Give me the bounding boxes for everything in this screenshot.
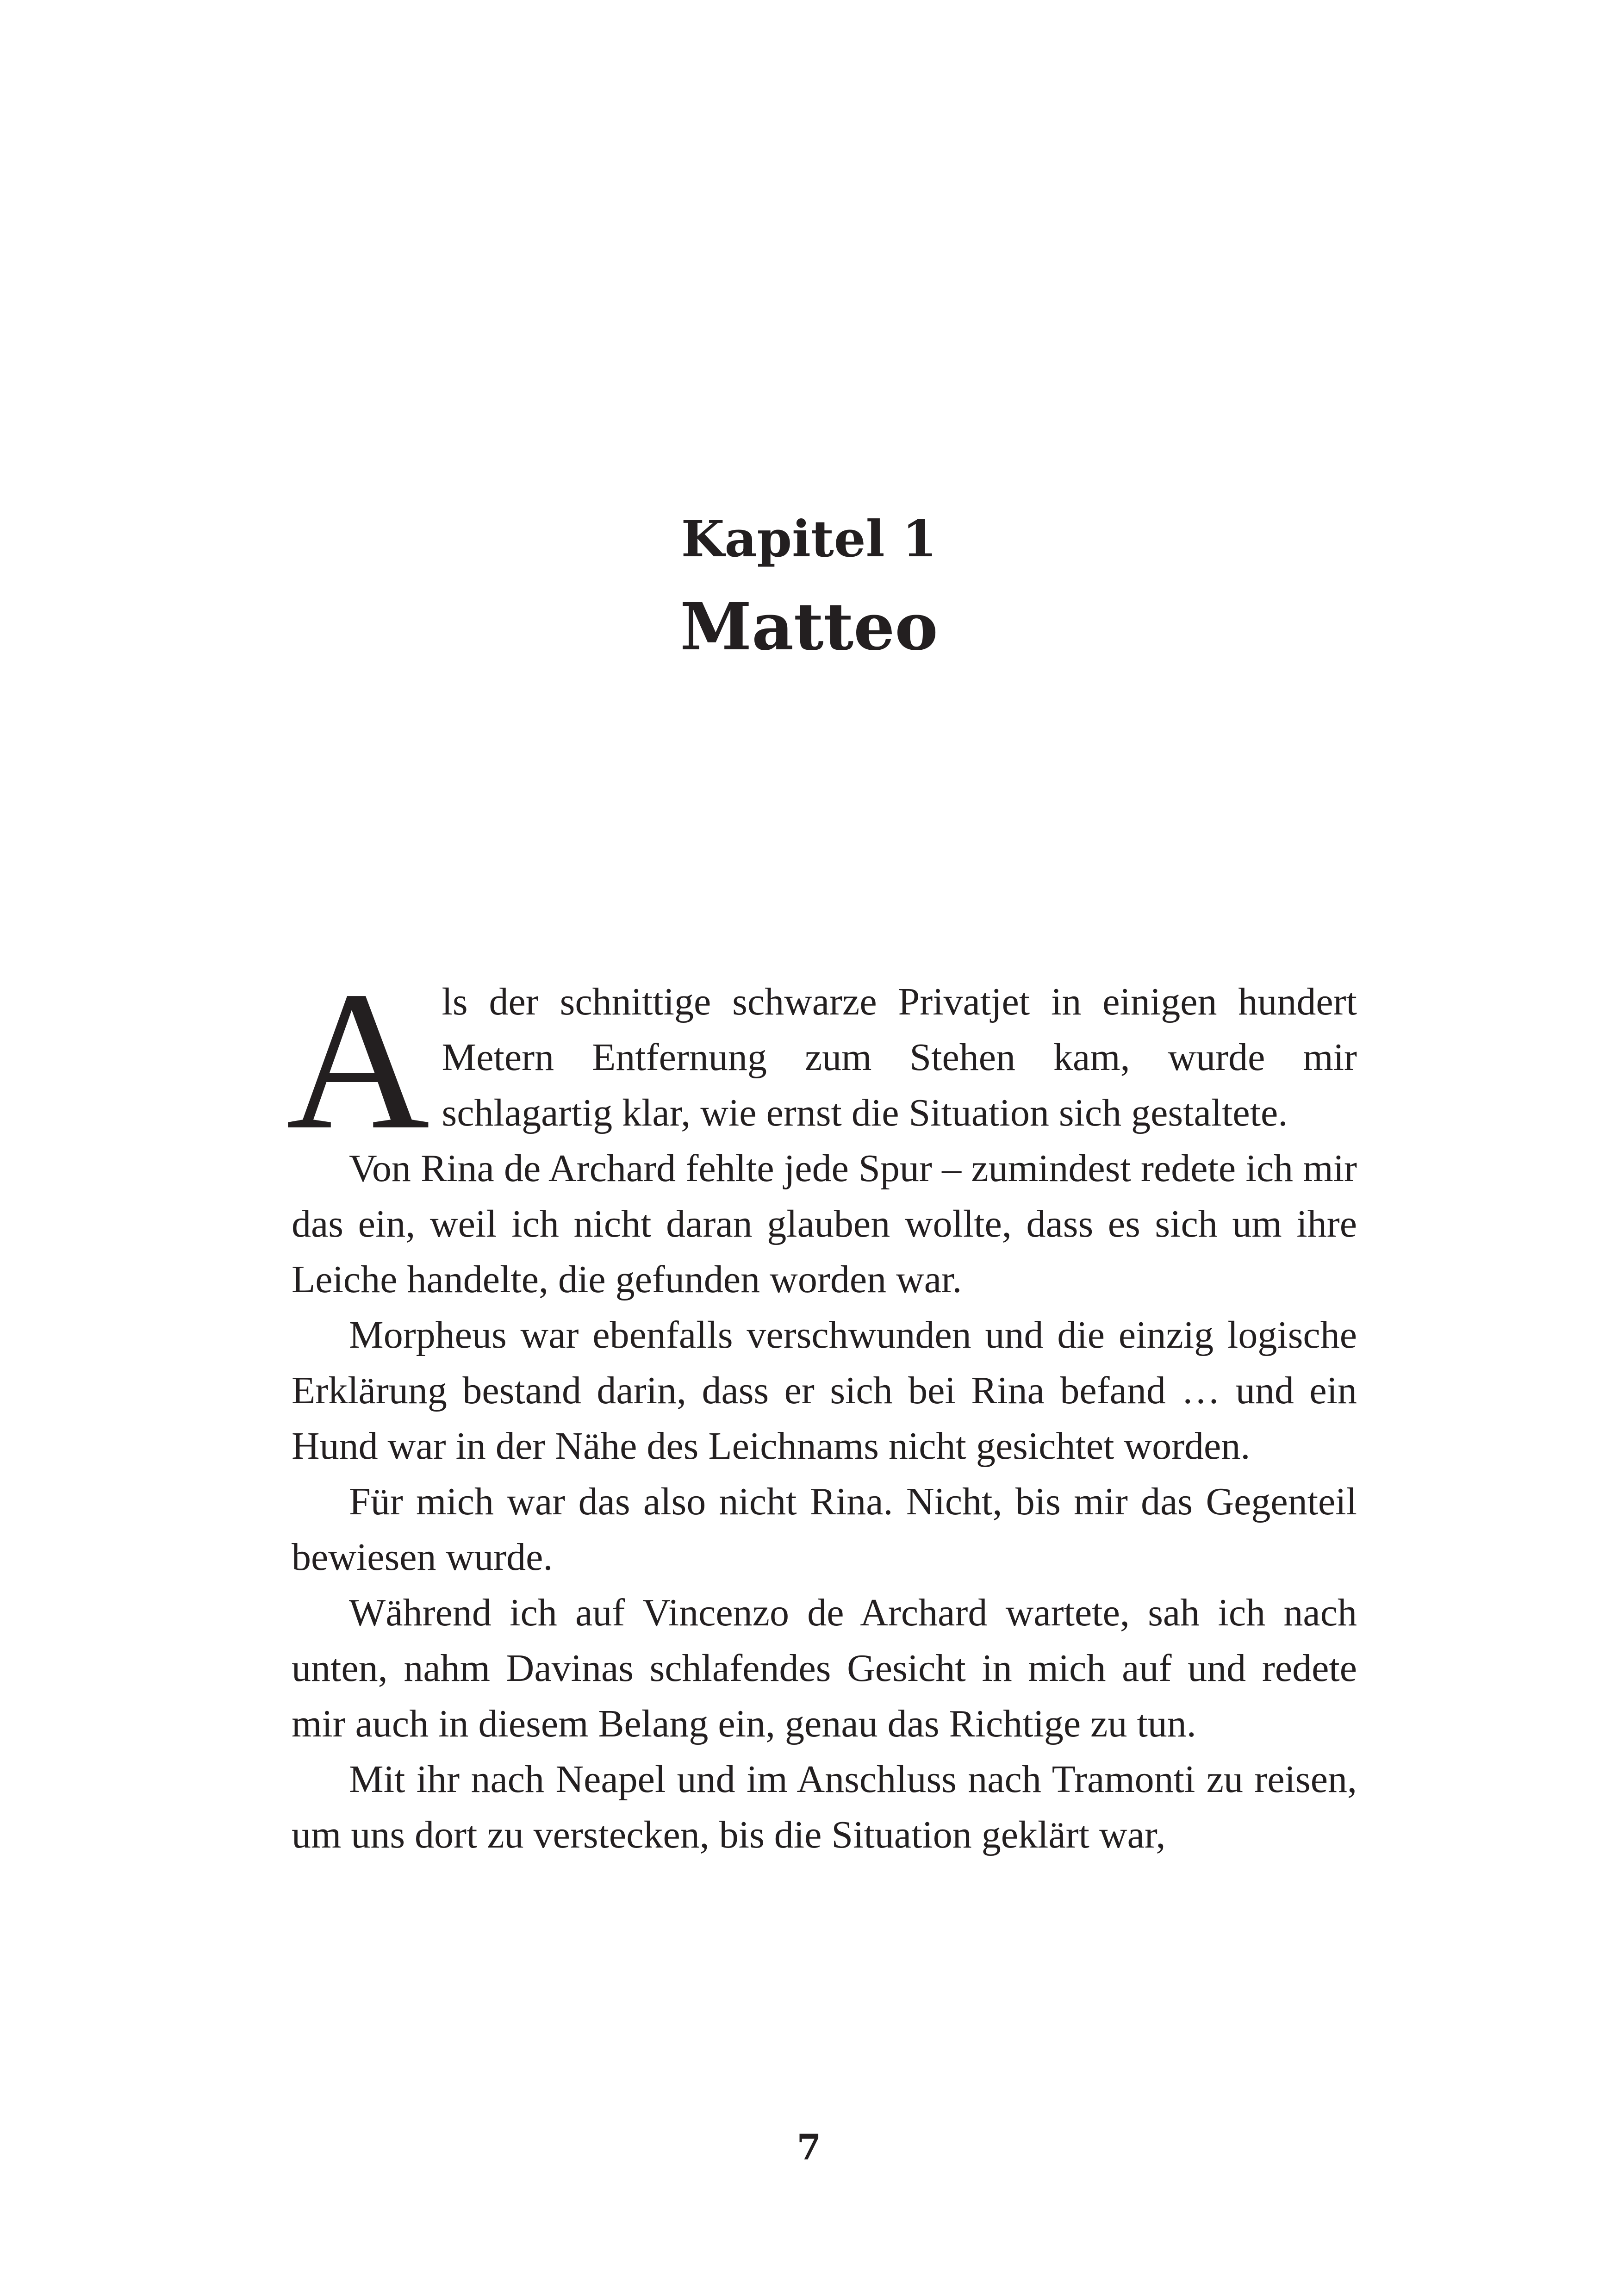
paragraph-3: Morpheus war ebenfalls verschwunden und die einzig logische Erklärung bestand darin, dass er sich bei Rina befand … und ein Hund war in der Nähe des Leichnams nicht gesichtet worden.	[292, 1313, 1357, 1468]
paragraph-1	[286, 951, 1357, 1171]
chapter-label: Kapitel 1	[681, 510, 937, 568]
drop-cap: A	[286, 951, 430, 1171]
page-number: 7	[797, 2127, 821, 2168]
paragraph-2: Von Rina de Archard fehlte jede Spur – zumindest redete ich mir das ein, weil ich nicht daran glauben wollte, dass es sich um ihre Leiche handelte, die gefunden worden war.	[292, 1147, 1357, 1301]
paragraph-1-text: ls der schnittige schwarze Privatjet in einigen hundert Metern Entfernung zum Stehen kam, wurde mir schlagartig klar, wie ernst die Situation sich gestaltete.	[442, 980, 1357, 1134]
paragraph-5: Während ich auf Vincenzo de Archard wartete, sah ich nach unten, nahm Davinas schlafendes Gesicht in mich auf und redete mir auch in diesem Belang ein, genau das Richtige zu tun.	[292, 1591, 1357, 1745]
paragraph-6: Mit ihr nach Neapel und im Anschluss nach Tramonti zu reisen, um uns dort zu verstecken, bis die Situation geklärt war,	[292, 1758, 1357, 1856]
chapter-title: Matteo	[680, 589, 938, 665]
chapter-body	[286, 951, 1357, 1863]
paragraph-4: Für mich war das also nicht Rina. Nicht, bis mir das Gegenteil bewiesen wurde.	[292, 1480, 1357, 1579]
